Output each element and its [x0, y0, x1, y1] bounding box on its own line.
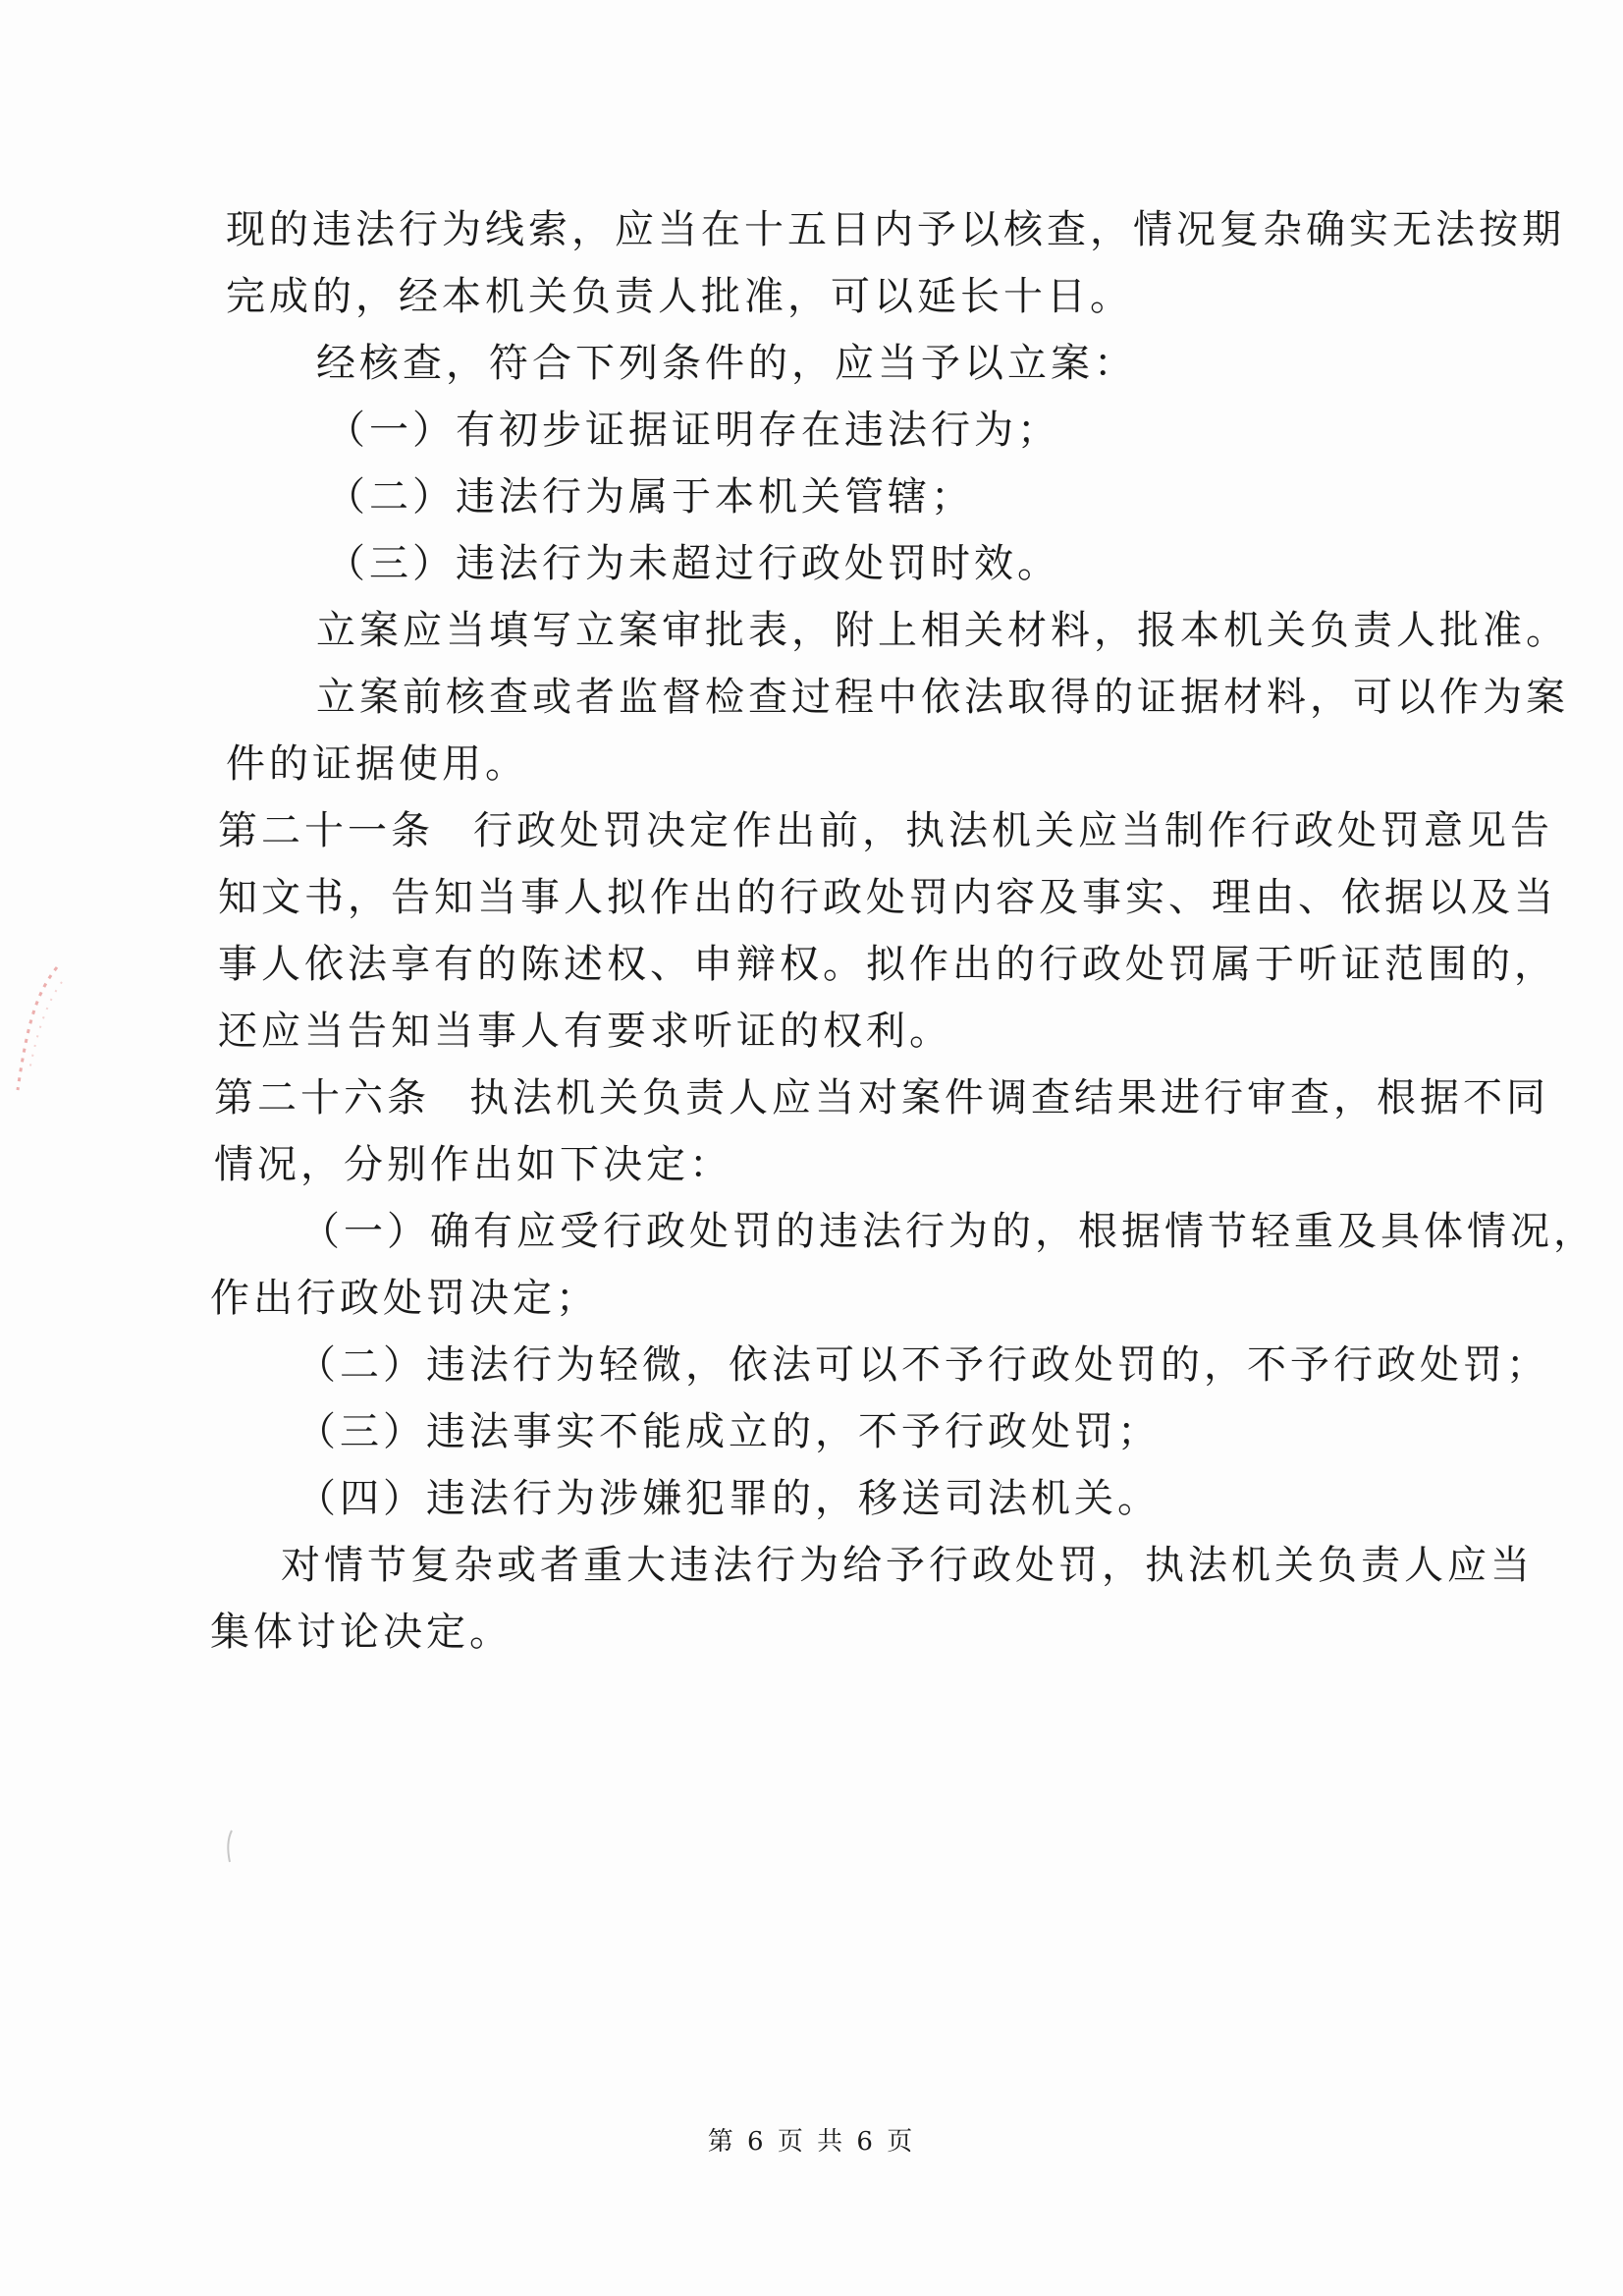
- text-line: 件的证据使用。: [226, 741, 528, 787]
- text-line: 立案应当填写立案审批表，附上相关材料，报本机关负责人批准。: [316, 608, 1569, 653]
- list-item: （三）违法事实不能成立的，不予行政处罚；: [297, 1409, 1161, 1454]
- list-item: （一）有初步证据证明存在违法行为；: [326, 408, 1060, 453]
- scan-speck-mark: [224, 1829, 236, 1864]
- text-line: 作出行政处罚决定；: [210, 1276, 599, 1321]
- text-line: 情况，分别作出如下决定：: [214, 1142, 732, 1187]
- page-number: 第 6 页 共 6 页: [707, 2127, 916, 2157]
- text-line: 完成的，经本机关负责人批准，可以延长十日。: [226, 274, 1133, 319]
- scan-stain-mark: [8, 962, 67, 1100]
- text-line: 现的违法行为线索，应当在十五日内予以核查，情况复杂确实无法按期: [226, 207, 1565, 252]
- article-26-first-line: 执法机关负责人应当对案件调查结果进行审查，根据不同: [469, 1075, 1549, 1121]
- text-line: 经核查，符合下列条件的，应当予以立案：: [316, 341, 1137, 386]
- text-line: 事人依法享有的陈述权、申辩权。拟作出的行政处罚属于听证范围的，: [218, 942, 1557, 987]
- text-line: 对情节复杂或者重大违法行为给予行政处罚，执法机关负责人应当: [281, 1543, 1534, 1588]
- text-line: 还应当告知当事人有要求听证的权利。: [218, 1009, 952, 1054]
- article-21-heading-line: [218, 797, 1553, 864]
- list-item: （二）违法行为属于本机关管辖；: [326, 474, 974, 519]
- text-line: 立案前核查或者监督检查过程中依法取得的证据材料，可以作为案: [316, 675, 1569, 720]
- text-line: 集体讨论决定。: [210, 1610, 513, 1655]
- article-21-label: 第二十一条: [218, 808, 434, 853]
- article-26-heading-line: [214, 1065, 1549, 1131]
- text-line: 知文书，告知当事人拟作出的行政处罚内容及事实、理由、依据以及当: [218, 875, 1557, 920]
- list-item: （一）确有应受行政处罚的违法行为的，根据情节轻重及具体情况，: [300, 1209, 1596, 1254]
- article-26-label: 第二十六条: [214, 1075, 430, 1121]
- article-21-first-line: 行政处罚决定作出前，执法机关应当制作行政处罚意见告: [473, 808, 1553, 853]
- document-body: [210, 196, 1596, 1666]
- list-item: （三）违法行为未超过行政处罚时效。: [326, 541, 1060, 586]
- list-item: （二）违法行为轻微，依法可以不予行政处罚的，不予行政处罚；: [297, 1342, 1549, 1388]
- list-item: （四）违法行为涉嫌犯罪的，移送司法机关。: [297, 1476, 1161, 1521]
